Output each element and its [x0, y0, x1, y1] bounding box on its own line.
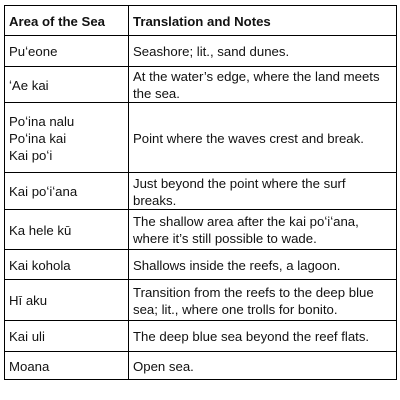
notes-cell: Open sea.	[129, 352, 397, 380]
area-cell: Kai poʻiʻana	[5, 173, 129, 210]
notes-cell: The shallow area after the kai poʻiʻana, where it’s still possible to wade.	[129, 210, 397, 250]
area-cell: Moana	[5, 352, 129, 380]
area-cell: Hī aku	[5, 280, 129, 321]
area-cell: Ka hele kū	[5, 210, 129, 250]
area-cell: Kai kohola	[5, 250, 129, 280]
area-cell: ʻAe kai	[5, 67, 129, 103]
table-row	[5, 250, 397, 280]
table-row	[5, 280, 397, 321]
column-header-notes: Translation and Notes	[129, 6, 397, 36]
table-row	[5, 67, 397, 103]
table-row	[5, 210, 397, 250]
notes-cell: Transition from the reefs to the deep blue sea; lit., where one trolls for bonito.	[129, 280, 397, 321]
notes-cell: Seashore; lit., sand dunes.	[129, 36, 397, 67]
notes-cell: Shallows inside the reefs, a lagoon.	[129, 250, 397, 280]
table-row	[5, 103, 397, 173]
table-row	[5, 352, 397, 380]
table-row	[5, 36, 397, 67]
column-header-area: Area of the Sea	[5, 6, 129, 36]
table-row	[5, 173, 397, 210]
table-header-row	[5, 6, 397, 36]
notes-cell: Point where the waves crest and break.	[129, 103, 397, 173]
area-cell: Puʻeone	[5, 36, 129, 67]
sea-areas-table-container	[4, 5, 396, 380]
area-cell: Poʻina nalu Poʻina kai Kai poʻi	[5, 103, 129, 173]
notes-cell: Just beyond the point where the surf breaks.	[129, 173, 397, 210]
sea-areas-table	[4, 5, 397, 380]
notes-cell: At the water’s edge, where the land meets the sea.	[129, 67, 397, 103]
area-cell: Kai uli	[5, 321, 129, 352]
table-row	[5, 321, 397, 352]
notes-cell: The deep blue sea beyond the reef flats.	[129, 321, 397, 352]
